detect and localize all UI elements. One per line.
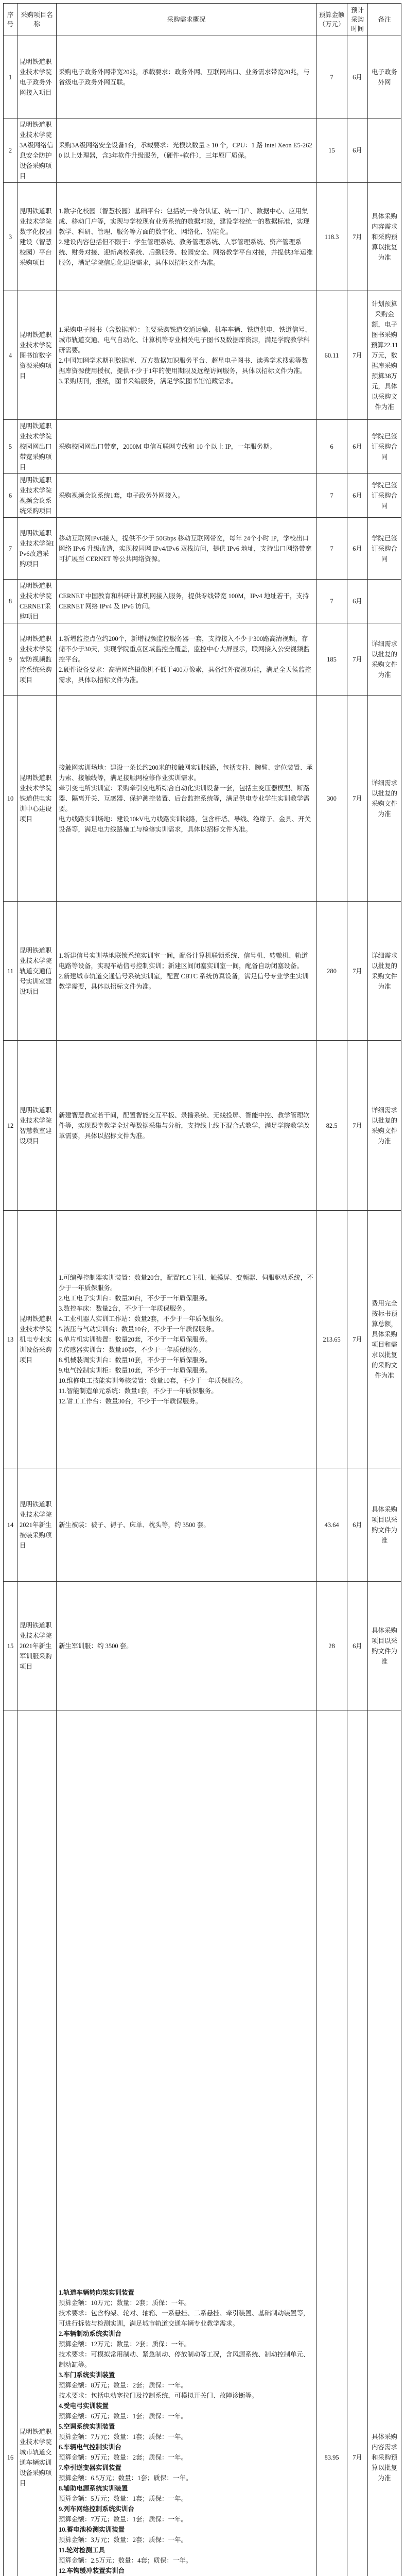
table-row (4, 118, 401, 183)
cell-project-name: 昆明铁道职业技术学院CERNET采购项目 (17, 580, 57, 623)
requirement-item-line: 预算金额：7万元；数量：1套；质保：一年。 (59, 2515, 188, 2523)
requirement-line: 1.新增监控点位约200个，新增视频监控服务器一套，支持接入不少于300路高清视频，存储不少于30天，实现学院重点区域监控全覆盖，监控中心大屏显示，联网接入公安视频监控平台。 (59, 635, 310, 663)
requirement-item-line: 预算金额：5万元；数量：1套；质保：一年。 (59, 2495, 188, 2502)
cell-project-name: 昆明铁道职业技术学院2021年新生军训服采购项目 (17, 1582, 57, 1710)
cell-time: 6月 (347, 580, 368, 623)
requirement-item-title: 12.车钩缓冲装置实训台 (59, 2567, 125, 2574)
requirement-line: 1.采购电子图书（含数据库）：主要采购铁道交通运输、机车车辆、铁道供电、铁道信号、城市轨道交通、电气自动化、计算机等专业相关电子图书及数据库资源，满足学院教学科研需要。 (59, 326, 311, 354)
cell-budget: 118.3 (317, 183, 347, 291)
header-no: 序号 (4, 4, 17, 36)
table-row (4, 36, 401, 118)
requirement-item-title: 2.车辆制动系统实训台 (59, 2330, 121, 2337)
cell-time: 6月 (347, 1468, 368, 1582)
cell-requirements (57, 36, 317, 118)
cell-project-name: 昆明铁道职业技术学院铁道供电实训中心建设项目 (17, 696, 57, 902)
header-name: 采购项目名称 (17, 4, 57, 36)
cell-note: 计划预算采购金额，电子图书采购预算22.11万元，数据库采购预算38万元，具体以采购文件为准 (368, 291, 401, 420)
cell-budget: 6 (317, 420, 347, 474)
cell-note: 具体采购项目以采购文件为准 (368, 1582, 401, 1710)
requirement-line: 采购校园网出口带宽，2000M 电信互联网专线和 10 个以上 IP，一年服务期。 (59, 443, 276, 450)
cell-time: 7月 (347, 1211, 368, 1468)
cell-budget: 7 (317, 36, 347, 118)
cell-no: 13 (4, 1211, 17, 1468)
requirement-item-line: 技术要求：包括电动塞拉门及控制系统，可模拟开关门、故障诊断等。 (59, 2392, 258, 2399)
cell-budget: 83.95 (317, 1710, 347, 2576)
cell-note: 详细需求以批复的采购文件为准 (368, 1041, 401, 1211)
header-content: 采购需求概况 (57, 4, 317, 36)
requirement-item-line: 预算金额：3万元；数量：2套；质保：一年。 (59, 2536, 188, 2544)
cell-budget: 60.11 (317, 291, 347, 420)
cell-time: 6月 (347, 518, 368, 580)
requirement-line: 2.建设内容包括但不限于：学生管理系统、教务管理系统、人事管理系统、资产管理系统、财务对接、迎新离校系统、后勤服务、校园安全、网络教学平台对接，并提供3年运维服务，满足学院信息化建设需求，具体以招标文件为准。 (59, 238, 313, 266)
cell-note (368, 118, 401, 183)
requirement-line: 新建智慧教室若干间，配置智能交互平板、录播系统、无线投屏、智能中控、教学管理软件等，实现课堂教学全过程数据采集与分析，支持线上线下混合式教学，满足学院教学改革需要，具体以招标文件为准。 (59, 1111, 310, 1140)
cell-budget: 280 (317, 902, 347, 1041)
cell-no: 15 (4, 1582, 17, 1710)
cell-project-name: 昆明铁道职业技术学院智慧教室建设项目 (17, 1041, 57, 1211)
requirement-line: 2.硬件设备要求：高清网络摄像机不低于400万像素，具备红外夜视功能，满足全天候监控需求，具体以招标文件为准。 (59, 666, 311, 684)
table-row (4, 1211, 401, 1468)
cell-requirements (57, 1710, 317, 2576)
cell-time: 6月 (347, 1582, 368, 1710)
cell-note: 费用完全按标书预算总额，具体采购项目和需求以批复的采购文件为准 (368, 1211, 401, 1468)
cell-requirements (57, 474, 317, 518)
requirement-item-line: 技术要求：包含构架、轮对、轴箱、一系悬挂、二系悬挂、牵引装置、基础制动装置等，可进行拆装与检测实训，满足城市轨道交通车辆专业教学需求。 (59, 2309, 310, 2327)
table-row (4, 902, 401, 1041)
cell-note: 学院已签订采购合同 (368, 518, 401, 580)
requirement-line: 2.电工电子实训台：数量30台，不少于一年质保服务。 (59, 1294, 212, 1302)
requirement-line: 电力线路实训场地：建设10kV电力线路实训线路，包含杆塔、导线、绝缘子、金具、开关设备等，满足电力线路施工与检修实训需求，具体以招标文件为准。 (59, 815, 311, 833)
table-row (4, 420, 401, 474)
requirement-line: 接触网实训场地：建设一条长约200米的接触网实训线路，包括支柱、腕臂、定位装置、承力索、接触线等，满足接触网检修作业实训需求。 (59, 764, 313, 782)
cell-note: 详细需求以批复的采购文件为准 (368, 902, 401, 1041)
cell-project-name: 昆明铁道职业技术学院电子政务外网接入项目 (17, 36, 57, 118)
requirement-line: 3.数控车床：数量2台，不少于一年质保服务。 (59, 1304, 189, 1312)
cell-requirements (57, 1582, 317, 1710)
cell-no: 3 (4, 183, 17, 291)
cell-no: 11 (4, 902, 17, 1041)
cell-note: 电子政务外网 (368, 36, 401, 118)
requirement-line: 1.数字化校园（智慧校园）基础平台：包括统一身份认证、统一门户、数据中心、应用集成、移动门户等，实现与学校现有业务系统的数据对接，建设学校统一的数据标准，实现教学、科研、管理、服务等方面的数字化、网络化、智能化。 (59, 207, 310, 235)
cell-no: 6 (4, 474, 17, 518)
requirement-line: CERNET 中国教育和科研计算机网接入服务，提供专线带宽 100M，IPv4 地址若干，支持 CERNET 网络 IPv4 及 IPv6 访问。 (59, 592, 309, 610)
cell-budget: 213.65 (317, 1211, 347, 1468)
requirement-item-title: 11.轮对检测工具 (59, 2546, 105, 2554)
cell-project-name: 昆明铁道职业技术学院数字化校园建设（智慧校园）平台采购项目 (17, 183, 57, 291)
cell-budget: 15 (317, 118, 347, 183)
requirement-item-title: 10.蓄电池检测实训装置 (59, 2526, 125, 2533)
cell-project-name: 昆明铁道职业技术学院视频会议系统采购项目 (17, 474, 57, 518)
requirement-item-line: 预算金额：7万元；数量：1套；质保：一年。 (59, 2433, 188, 2441)
requirement-item-line: 预算金额：6.5万元；数量：1套；质保：一年。 (59, 2474, 192, 2482)
table-row (4, 474, 401, 518)
requirement-line: 5.液压与气动实训台：数量10台，不少于一年质保服务。 (59, 1325, 218, 1333)
requirement-line: 6.单片机实训装置：数量20套，不少于一年质保服务。 (59, 1335, 212, 1343)
cell-requirements (57, 118, 317, 183)
requirement-item-title: 4.受电弓实训装置 (59, 2402, 109, 2410)
requirement-item-title: 6.车辆电气控制实训台 (59, 2443, 121, 2451)
cell-note: 具体采购项目以采购文件为准 (368, 1468, 401, 1582)
cell-note: 学院已签订采购合同 (368, 474, 401, 518)
table-row (4, 623, 401, 696)
cell-note: 详细需求以批复的采购文件为准 (368, 623, 401, 696)
cell-requirements (57, 183, 317, 291)
cell-note: 详细需求以批复的采购文件为准 (368, 696, 401, 902)
requirement-item-line: 预算金额：6万元；数量：1套；质保：一年。 (59, 2412, 188, 2420)
cell-requirements (57, 1041, 317, 1211)
cell-time: 6月 (347, 36, 368, 118)
cell-budget: 300 (317, 696, 347, 902)
cell-project-name: 昆明铁道职业技术学院安防视频监控系统采购项目 (17, 623, 57, 696)
cell-time: 7月 (347, 623, 368, 696)
requirement-item-title: 7.牵引逆变器实训装置 (59, 2464, 121, 2471)
requirement-item-title: 5.空调系统实训装置 (59, 2422, 115, 2430)
cell-requirements (57, 518, 317, 580)
table-row (4, 1582, 401, 1710)
cell-no: 1 (4, 36, 17, 118)
cell-no: 5 (4, 420, 17, 474)
table-row (4, 696, 401, 902)
requirement-line: 1.可编程控制器实训装置：数量20台，配置PLC主机、触摸屏、变频器、伺服驱动系统，不少于一年质保服务。 (59, 1274, 313, 1292)
cell-budget: 28 (317, 1582, 347, 1710)
cell-budget: 7 (317, 580, 347, 623)
requirement-line: 4.工业机器人实训工作站：数量2套，不少于一年质保服务。 (59, 1315, 228, 1323)
requirement-line: 11.智能制造单元系统：数量1套，不少于一年质保服务。 (59, 1387, 218, 1395)
requirement-item-line: 预算金额：10万元；数量：2套；质保：一年。 (59, 2299, 191, 2307)
cell-time: 6月 (347, 474, 368, 518)
requirement-line: 2.新建城市轨道交通信号系统实训室，配置 CBTC 系统仿真设备，满足信号专业学生实训教学需要，具体以招标文件为准。 (59, 972, 309, 990)
cell-time: 7月 (347, 696, 368, 902)
requirement-item-title: 3.车门系统实训装置 (59, 2371, 115, 2379)
requirement-line: 采购3A级网络安全设备1台，承载要求：光模块数量 ≥ 10 个，CPU：1 路 Intel Xeon E5-2620 以上处理器，含3年软件升级服务，（硬件+软件），三年原厂质保。 (59, 142, 312, 159)
cell-no: 12 (4, 1041, 17, 1211)
requirement-item-title: 9.列车网络控制系统实训台 (59, 2505, 134, 2513)
cell-project-name: 昆明铁道职业技术学院机电专业实训设备采购项目 (17, 1211, 57, 1468)
requirement-line: 7.传感器实训台：数量10套，不少于一年质保服务。 (59, 1346, 205, 1353)
requirement-line: 3.采购期刊，报纸，图书采编服务，满足学院图书馆馆藏需求。 (59, 377, 237, 385)
cell-no: 8 (4, 580, 17, 623)
requirement-line: 新生被装：被子、褥子、床单、枕头等，约 3500 套。 (59, 1521, 210, 1529)
cell-time: 7月 (347, 1041, 368, 1211)
header-time: 预计采购时间 (347, 4, 368, 36)
header-budget: 预算金额（万元） (317, 4, 347, 36)
cell-time: 6月 (347, 420, 368, 474)
header-note: 备注 (368, 4, 401, 36)
requirement-line: 1.新建信号实训基地联锁系统实训室一间，配备计算机联锁系统、信号机、转辙机、轨道电路等设备，实现车站信号控制实训；新建区间闭塞实训室一间，配备自动闭塞设备。 (59, 952, 308, 970)
table-row (4, 518, 401, 580)
requirement-line: 采购电子政务外网带宽20兆，承载要求：政务外网、互联网出口、业务需求带宽20兆，与省级电子政务外网互联。 (59, 68, 310, 86)
table-row (4, 1710, 401, 2576)
cell-project-name: 昆明铁道职业技术学院图书馆数字资源采购项目 (17, 291, 57, 420)
cell-requirements (57, 420, 317, 474)
cell-no: 9 (4, 623, 17, 696)
cell-no: 7 (4, 518, 17, 580)
table-row (4, 291, 401, 420)
requirement-line: 牵引变电所实训室：采购牵引变电所综合自动化实训设备一套，包括主变压器模型、断路器、隔离开关、互感器、保护测控装置、后台监控系统等，满足供电专业学生实训教学需要。 (59, 784, 310, 812)
cell-requirements (57, 1468, 317, 1582)
requirement-line: 2.中国知网学术期刊数据库、万方数据知识服务平台、超星电子图书、读秀学术搜索等数据库资源使用授权，提供不少于1年的使用期限及远程访问服务，具体以招标文件为准。 (59, 357, 308, 375)
cell-requirements (57, 291, 317, 420)
requirement-line: 12.钳工工作台：数量30台，不少于一年质保服务。 (59, 1397, 202, 1405)
cell-note (368, 580, 401, 623)
cell-budget: 7 (317, 474, 347, 518)
table-row (4, 183, 401, 291)
requirement-item-line: 技术要求：可模拟常用制动、紧急制动、停放制动等工况，含风源系统、制动控制单元、制动缸等。 (59, 2350, 310, 2368)
requirement-line: 8.机械装调实训台：数量10套，不少于一年质保服务。 (59, 1356, 212, 1364)
cell-budget: 82.5 (317, 1041, 347, 1211)
requirement-line: 9.电气控制实训柜：数量10套，不少于一年质保服务。 (59, 1366, 212, 1374)
requirement-item-line: 预算金额：2.5万元；数量：4套；质保：一年。 (59, 2556, 192, 2564)
table-body (4, 36, 401, 2576)
cell-no: 2 (4, 118, 17, 183)
requirement-item-line: 预算金额：8万元；数量：2套；质保：一年。 (59, 2381, 188, 2389)
cell-requirements (57, 580, 317, 623)
cell-requirements (57, 902, 317, 1041)
cell-project-name: 昆明铁道职业技术学院IPv6改造采购项目 (17, 518, 57, 580)
cell-no: 16 (4, 1710, 17, 2576)
cell-no: 10 (4, 696, 17, 902)
cell-time: 7月 (347, 183, 368, 291)
cell-time: 7月 (347, 902, 368, 1041)
cell-note: 具体采购内容需求和采购预算以批复为准 (368, 183, 401, 291)
cell-requirements (57, 623, 317, 696)
table-header-row (4, 4, 401, 36)
table-row (4, 1468, 401, 1582)
requirement-line: 新生军训服：约 3500 套。 (59, 1642, 133, 1650)
procurement-table (3, 3, 401, 2576)
requirement-line: 采购视频会议系统1套，电子政务外网接入。 (59, 492, 184, 499)
cell-note: 学院已签订采购合同 (368, 420, 401, 474)
cell-budget: 185 (317, 623, 347, 696)
table-row (4, 1041, 401, 1211)
requirement-item-line: 预算金额：9万元；数量：2套；质保：一年。 (59, 2453, 188, 2461)
cell-project-name: 昆明铁道职业技术学院城市轨道交通车辆实训设备采购项目 (17, 1710, 57, 2576)
cell-budget: 7 (317, 518, 347, 580)
cell-no: 4 (4, 291, 17, 420)
cell-no: 14 (4, 1468, 17, 1582)
requirement-line: 移动互联网IPv6接入，提供不少于 50Gbps 移动互联网带宽，每年 24个小时 IP，学校出口网络 IPv6 升级改造，实现校园网 IPv4/IPv6 双栈访问，提供 IPv6 地址，支持出口网络带宽可扩展至 CERNET 等公共网络资源。 (59, 534, 312, 563)
cell-time: 7月 (347, 291, 368, 420)
requirement-item-line: 预算金额：12万元；数量：2套；质保：一年。 (59, 2340, 191, 2348)
cell-project-name: 昆明铁道职业技术学院校园网出口带宽采购项目 (17, 420, 57, 474)
cell-budget: 43.64 (317, 1468, 347, 1582)
requirement-item-title: 8.辅助电源系统实训装置 (59, 2484, 128, 2492)
table-row (4, 580, 401, 623)
cell-project-name: 昆明铁道职业技术学院3A级网络信息安全防护设备采购项目 (17, 118, 57, 183)
cell-requirements (57, 1211, 317, 1468)
cell-requirements (57, 696, 317, 902)
cell-project-name: 昆明铁道职业技术学院轨道交通信号实训室建设项目 (17, 902, 57, 1041)
cell-time: 6月 (347, 118, 368, 183)
requirement-item-title: 1.轨道车辆转向架实训装置 (59, 2289, 134, 2296)
requirement-line: 10.维修电工技能实训考核装置：数量10套，不少于一年质保服务。 (59, 1377, 247, 1384)
cell-time: 7月 (347, 1710, 368, 2576)
cell-project-name: 昆明铁道职业技术学院2021年新生被装采购项目 (17, 1468, 57, 1582)
cell-note: 具体采购内容需求和采购预算以批复为准 (368, 1710, 401, 2576)
